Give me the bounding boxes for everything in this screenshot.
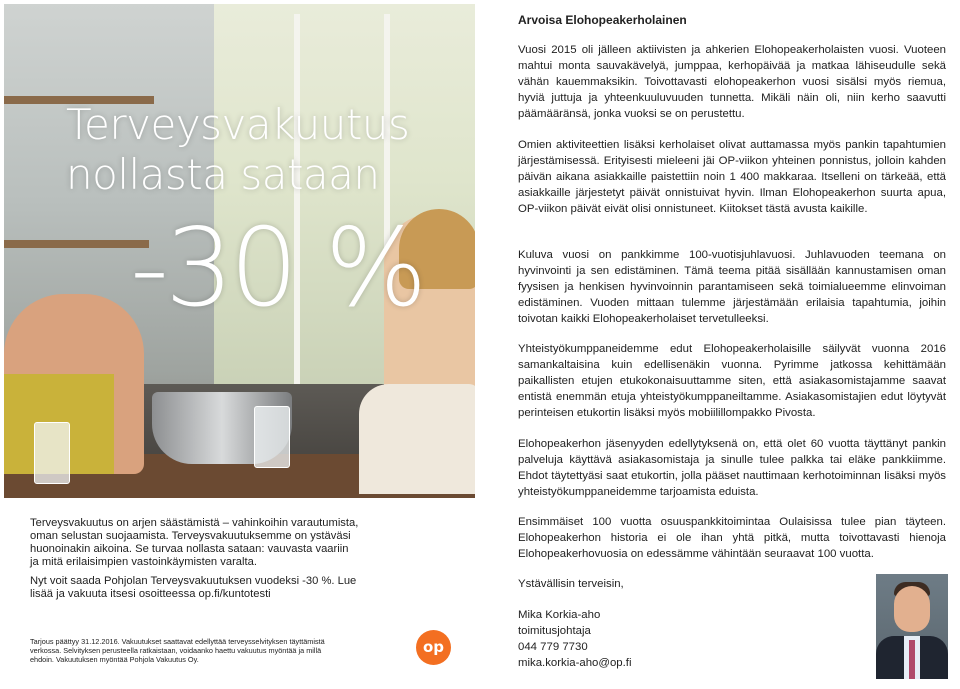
letter-closing: Ystävällisin terveisin, bbox=[518, 578, 624, 590]
ad-offer-paragraph: Nyt voit saada Pohjolan Terveysvakuutuksen vuodeksi -30 %. Lue lisää ja vakuuta itsesi osoitteessa op.fi/kuntotesti bbox=[30, 575, 357, 600]
signature-email: mika.korkia-aho@op.fi bbox=[518, 657, 632, 669]
photo-water-glass bbox=[254, 406, 290, 468]
ad-headline-line2: nollasta sataan bbox=[66, 150, 380, 199]
letter-paragraph: Vuosi 2015 oli jälleen aktiivisten ja ahkerien Elohopeakerholaisten vuosi. Vuoteen mahtui monta sauvakävelyä, jumppaa, kerhopäivää ja matkaa lähiseudulle sekä vähän kauemmaksikin. Toivottavasti elohopeakerhon vuosi sisälsi myös riemua, hyviä juttuja ja yhteenkuuluvuuden tunnetta. Mikäli näin oli, niin kerho saavutti päämääränsä, jonka vuoksi se on perustettu. bbox=[518, 44, 946, 120]
kitchen-family-photo bbox=[4, 4, 475, 498]
letter-paragraph: Elohopeakerhon jäsenyyden edellytyksenä on, että olet 60 vuotta täyttänyt pankin palveluja käyttävä asiakasomistaja ja sinulle tulee palkka tai eläke pankkiimme. Ehdot täytettyäsi saat etukortin, jolla pääset nauttimaan kerhotoiminnan lisäksi myös yhteistyökumppaneidemme tarjoamista eduista. bbox=[518, 438, 946, 498]
op-logo: op bbox=[416, 630, 451, 665]
ad-discount: -30 % bbox=[130, 206, 424, 331]
ceo-portrait bbox=[876, 574, 948, 679]
ad-copy bbox=[30, 517, 360, 664]
ad-headline bbox=[66, 100, 409, 200]
signature-phone: 044 779 7730 bbox=[518, 641, 588, 653]
photo-shelf bbox=[4, 240, 149, 248]
letter-paragraph: Ensimmäiset 100 vuotta osuuspankkitoimintaa Oulaisissa tulee pian täyteen. Elohopeakerhon historia ei ole ihan yhtä pitkä, mutta toivottavasti hienoja Elohopeakerhovuosia on edessämme vähintään seuraavat 100 vuotta. bbox=[518, 516, 946, 560]
signature-title: toimitusjohtaja bbox=[518, 625, 591, 637]
signature-name: Mika Korkia-aho bbox=[518, 609, 601, 621]
letter-paragraph: Omien aktiviteettien lisäksi kerholaiset olivat auttamassa myös pankin tapahtumien järjestämisessä. Erityisesti mieleeni jäi OP-viikon yhteinen ponnistus, jolloin kahden päivän aikana asiakkaille paistettiin noin 1 400 makkaraa. Itselleni on tärkeää, että asiakkaille järjestetyt päivät onnistuivat hyvin. Ilman Elohopeakerhon suurta apua, OP-viikon päivät eivät olisi onnistuneet. Kiitokset tästä avusta kaikille. bbox=[518, 139, 946, 215]
insurance-advertisement bbox=[0, 0, 476, 689]
portrait-tie bbox=[909, 640, 915, 679]
ad-paragraph: Terveysvakuutus on arjen säästämistä – vahinkoihin varautumista, oman selustan suojaamista. Terveysvakuutuksemme on ystäväsi huonoinakin aikoina. Se turvaa nollasta sataan: vauvasta vaariin ja mitä erilaisimpien vastoinkäymisten varalta. bbox=[30, 517, 359, 568]
ad-headline-line1: Terveysvakuutus bbox=[66, 100, 410, 149]
letter-paragraph: Yhteistyökumppaneidemme edut Elohopeakerholaisille säilyvät vuonna 2016 samankaltaisina kuin edellisenäkin vuonna. Pyrimme jatkossa kehittämään paikallisten etujen etukokonaisuuttamme siten, että asiakasomistajamme saavat entistä enemmän etuja yhteistyökumppaneiltamme. Asiakasomistajien edut löytyvät perinteisen etukortin lisäksi myös mobiilillompakko Pivosta. bbox=[518, 343, 946, 419]
portrait-face bbox=[894, 586, 930, 632]
letter-greeting: Arvoisa Elohopeakerholainen bbox=[518, 13, 687, 27]
photo-grandmother-sweater bbox=[359, 384, 475, 494]
letter-paragraph: Kuluva vuosi on pankkimme 100-vuotisjuhlavuosi. Juhlavuoden teemana on hyvinvointi ja sen edistäminen. Tämä teema pitää sisällään kannustamisen oman fyysisen ja henkisen hyvinvoinnin parantamiseen sekä toimialueemme elinvoiman edistäminen. Vuoden mittaan tulemme järjestämään erilaisia tapahtumia, joihin toivotan kaikki Elohopeakerholaiset tervetulleeksi. bbox=[518, 249, 946, 325]
photo-milk-glass bbox=[34, 422, 70, 484]
ad-fine-print: Tarjous päättyy 31.12.2016. Vakuutukset saattavat edellyttää terveysselvityksen täyttämistä verkossa. Selvityksen perusteella ratkaistaan, voidaanko haettu vakuutus myöntää ja millä ehdoin. Vakuutuksen myöntää Pohjola Vakuutus Oy. bbox=[30, 637, 325, 664]
